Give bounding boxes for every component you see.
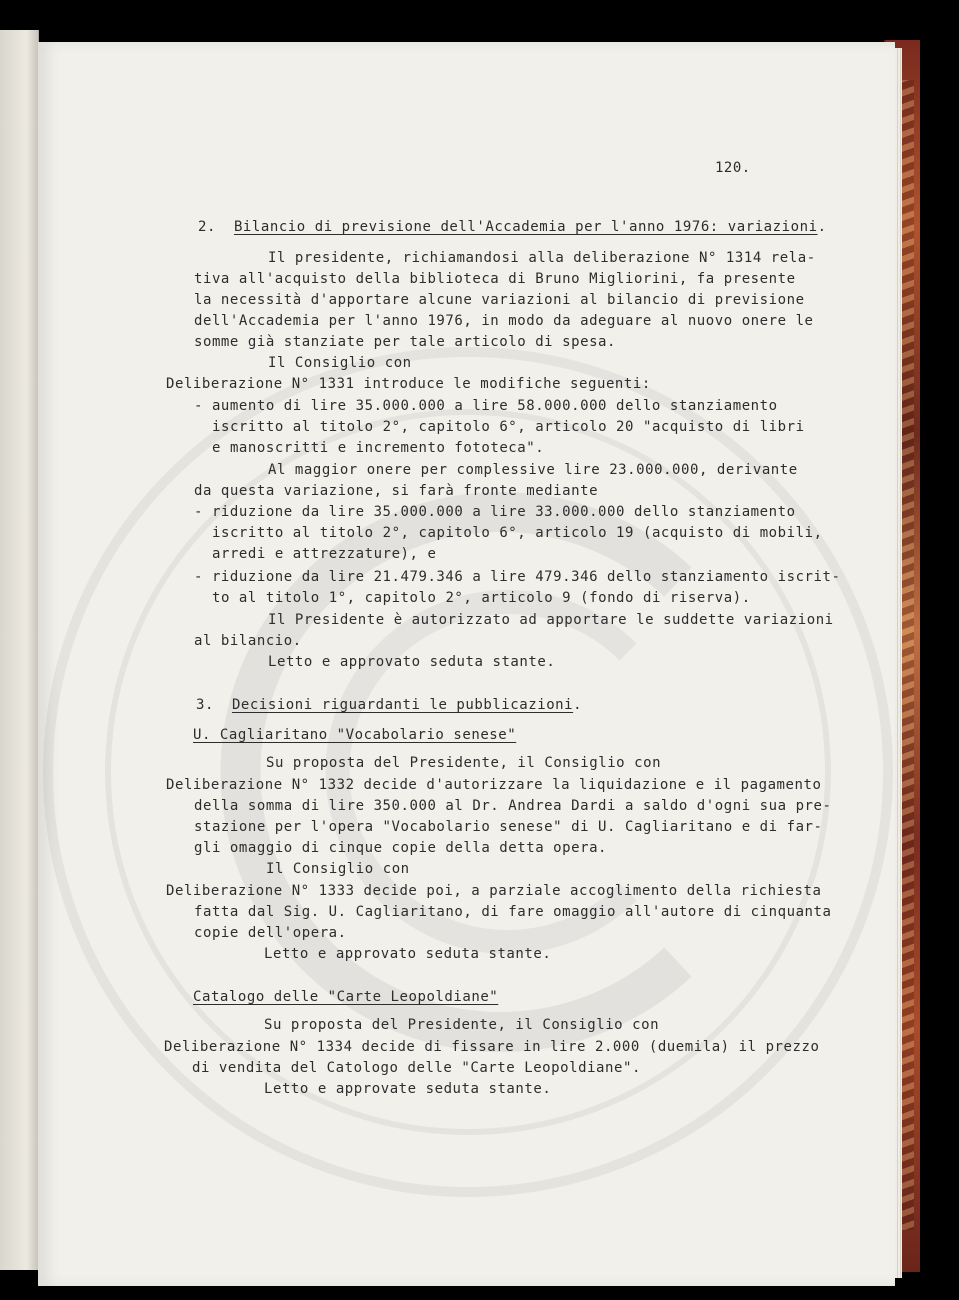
paragraph-line: copie dell'opera. — [194, 925, 347, 941]
paragraph-line: Il Presidente è autorizzato ad apportare le suddette variazioni — [268, 612, 834, 628]
approval-line: Letto e approvato seduta stante. — [268, 654, 556, 670]
list-item-line: - riduzione da lire 21.479.346 a lire 479.346 dello stanziamento iscrit- — [194, 569, 841, 585]
paragraph-line: Deliberazione N° 1332 decide d'autorizzare la liquidazione e il pagamento — [166, 777, 822, 793]
page-number: 120. — [715, 160, 751, 176]
section-3-number: 3. — [196, 697, 214, 713]
paragraph-line: Il Consiglio con — [268, 355, 412, 371]
approval-line: Letto e approvate seduta stante. — [264, 1081, 552, 1097]
section-2-number: 2. — [198, 219, 216, 235]
paragraph-line: Su proposta del Presidente, il Consiglio con — [266, 755, 662, 771]
subsection-title: Catalogo delle "Carte Leopoldiane" — [193, 989, 499, 1005]
paragraph-line: gli omaggio di cinque copie della detta opera. — [194, 840, 608, 856]
paragraph-line: la necessità d'apportare alcune variazioni al bilancio di previsione — [194, 292, 805, 308]
document-page — [38, 42, 895, 1286]
paragraph-line: stazione per l'opera "Vocabolario senese" di U. Cagliaritano e di far- — [194, 819, 823, 835]
section-2-heading — [198, 219, 827, 235]
paragraph-line: dell'Accademia per l'anno 1976, in modo da adeguare al nuovo onere le — [194, 313, 814, 329]
subsection-title: U. Cagliaritano "Vocabolario senese" — [193, 727, 517, 743]
paragraph-line: somme già stanziate per tale articolo di spesa. — [194, 334, 616, 350]
section-3-title: Decisioni riguardanti le pubblicazioni — [231, 697, 574, 713]
list-item-line: e manoscritti e incremento fototeca". — [212, 440, 545, 456]
list-item-line: iscritto al titolo 2°, capitolo 6°, articolo 20 "acquisto di libri — [212, 419, 805, 435]
paragraph-line: Al maggior onere per complessive lire 23.000.000, derivante — [268, 462, 798, 478]
paragraph-line: Il presidente, richiamandosi alla deliberazione N° 1314 rela- — [268, 250, 816, 266]
paragraph-line: tiva all'acquisto della biblioteca di Bruno Migliorini, fa presente — [194, 271, 796, 287]
paragraph-line: Il Consiglio con — [266, 861, 410, 877]
section-2-title-end: . — [817, 219, 827, 235]
paragraph-line: Deliberazione N° 1331 introduce le modifiche seguenti: — [166, 376, 651, 392]
list-item-line: - riduzione da lire 35.000.000 a lire 33.000.000 dello stanziamento — [194, 504, 796, 520]
paragraph-line: Deliberazione N° 1333 decide poi, a parziale accoglimento della richiesta — [166, 883, 822, 899]
list-item-line: - aumento di lire 35.000.000 a lire 58.000.000 dello stanziamento — [194, 398, 778, 414]
list-item-line: iscritto al titolo 2°, capitolo 6°, articolo 19 (acquisto di mobili, — [212, 525, 823, 541]
left-page-edge — [0, 30, 39, 1270]
paragraph-line: da questa variazione, si farà fronte mediante — [194, 483, 599, 499]
paragraph-line: della somma di lire 350.000 al Dr. Andrea Dardi a saldo d'ogni sua pre- — [194, 798, 832, 814]
list-item-line: to al titolo 1°, capitolo 2°, articolo 9 (fondo di riserva). — [212, 590, 751, 606]
paragraph-line: di vendita del Catologo delle "Carte Leopoldiane". — [192, 1060, 641, 1076]
section-3-heading — [196, 697, 582, 713]
paragraph-line: fatta dal Sig. U. Cagliaritano, di fare omaggio all'autore di cinquanta — [194, 904, 832, 920]
section-3-title-end: . — [573, 697, 583, 713]
approval-line: Letto e approvato seduta stante. — [264, 946, 552, 962]
section-2-title: Bilancio di previsione dell'Accademia per l'anno 1976: variazioni — [233, 219, 818, 235]
paragraph-line: Su proposta del Presidente, il Consiglio con — [264, 1017, 660, 1033]
paragraph-line: Deliberazione N° 1334 decide di fissare in lire 2.000 (duemila) il prezzo — [164, 1039, 820, 1055]
list-item-line: arredi e attrezzature), e — [212, 546, 437, 562]
paragraph-line: al bilancio. — [194, 633, 302, 649]
